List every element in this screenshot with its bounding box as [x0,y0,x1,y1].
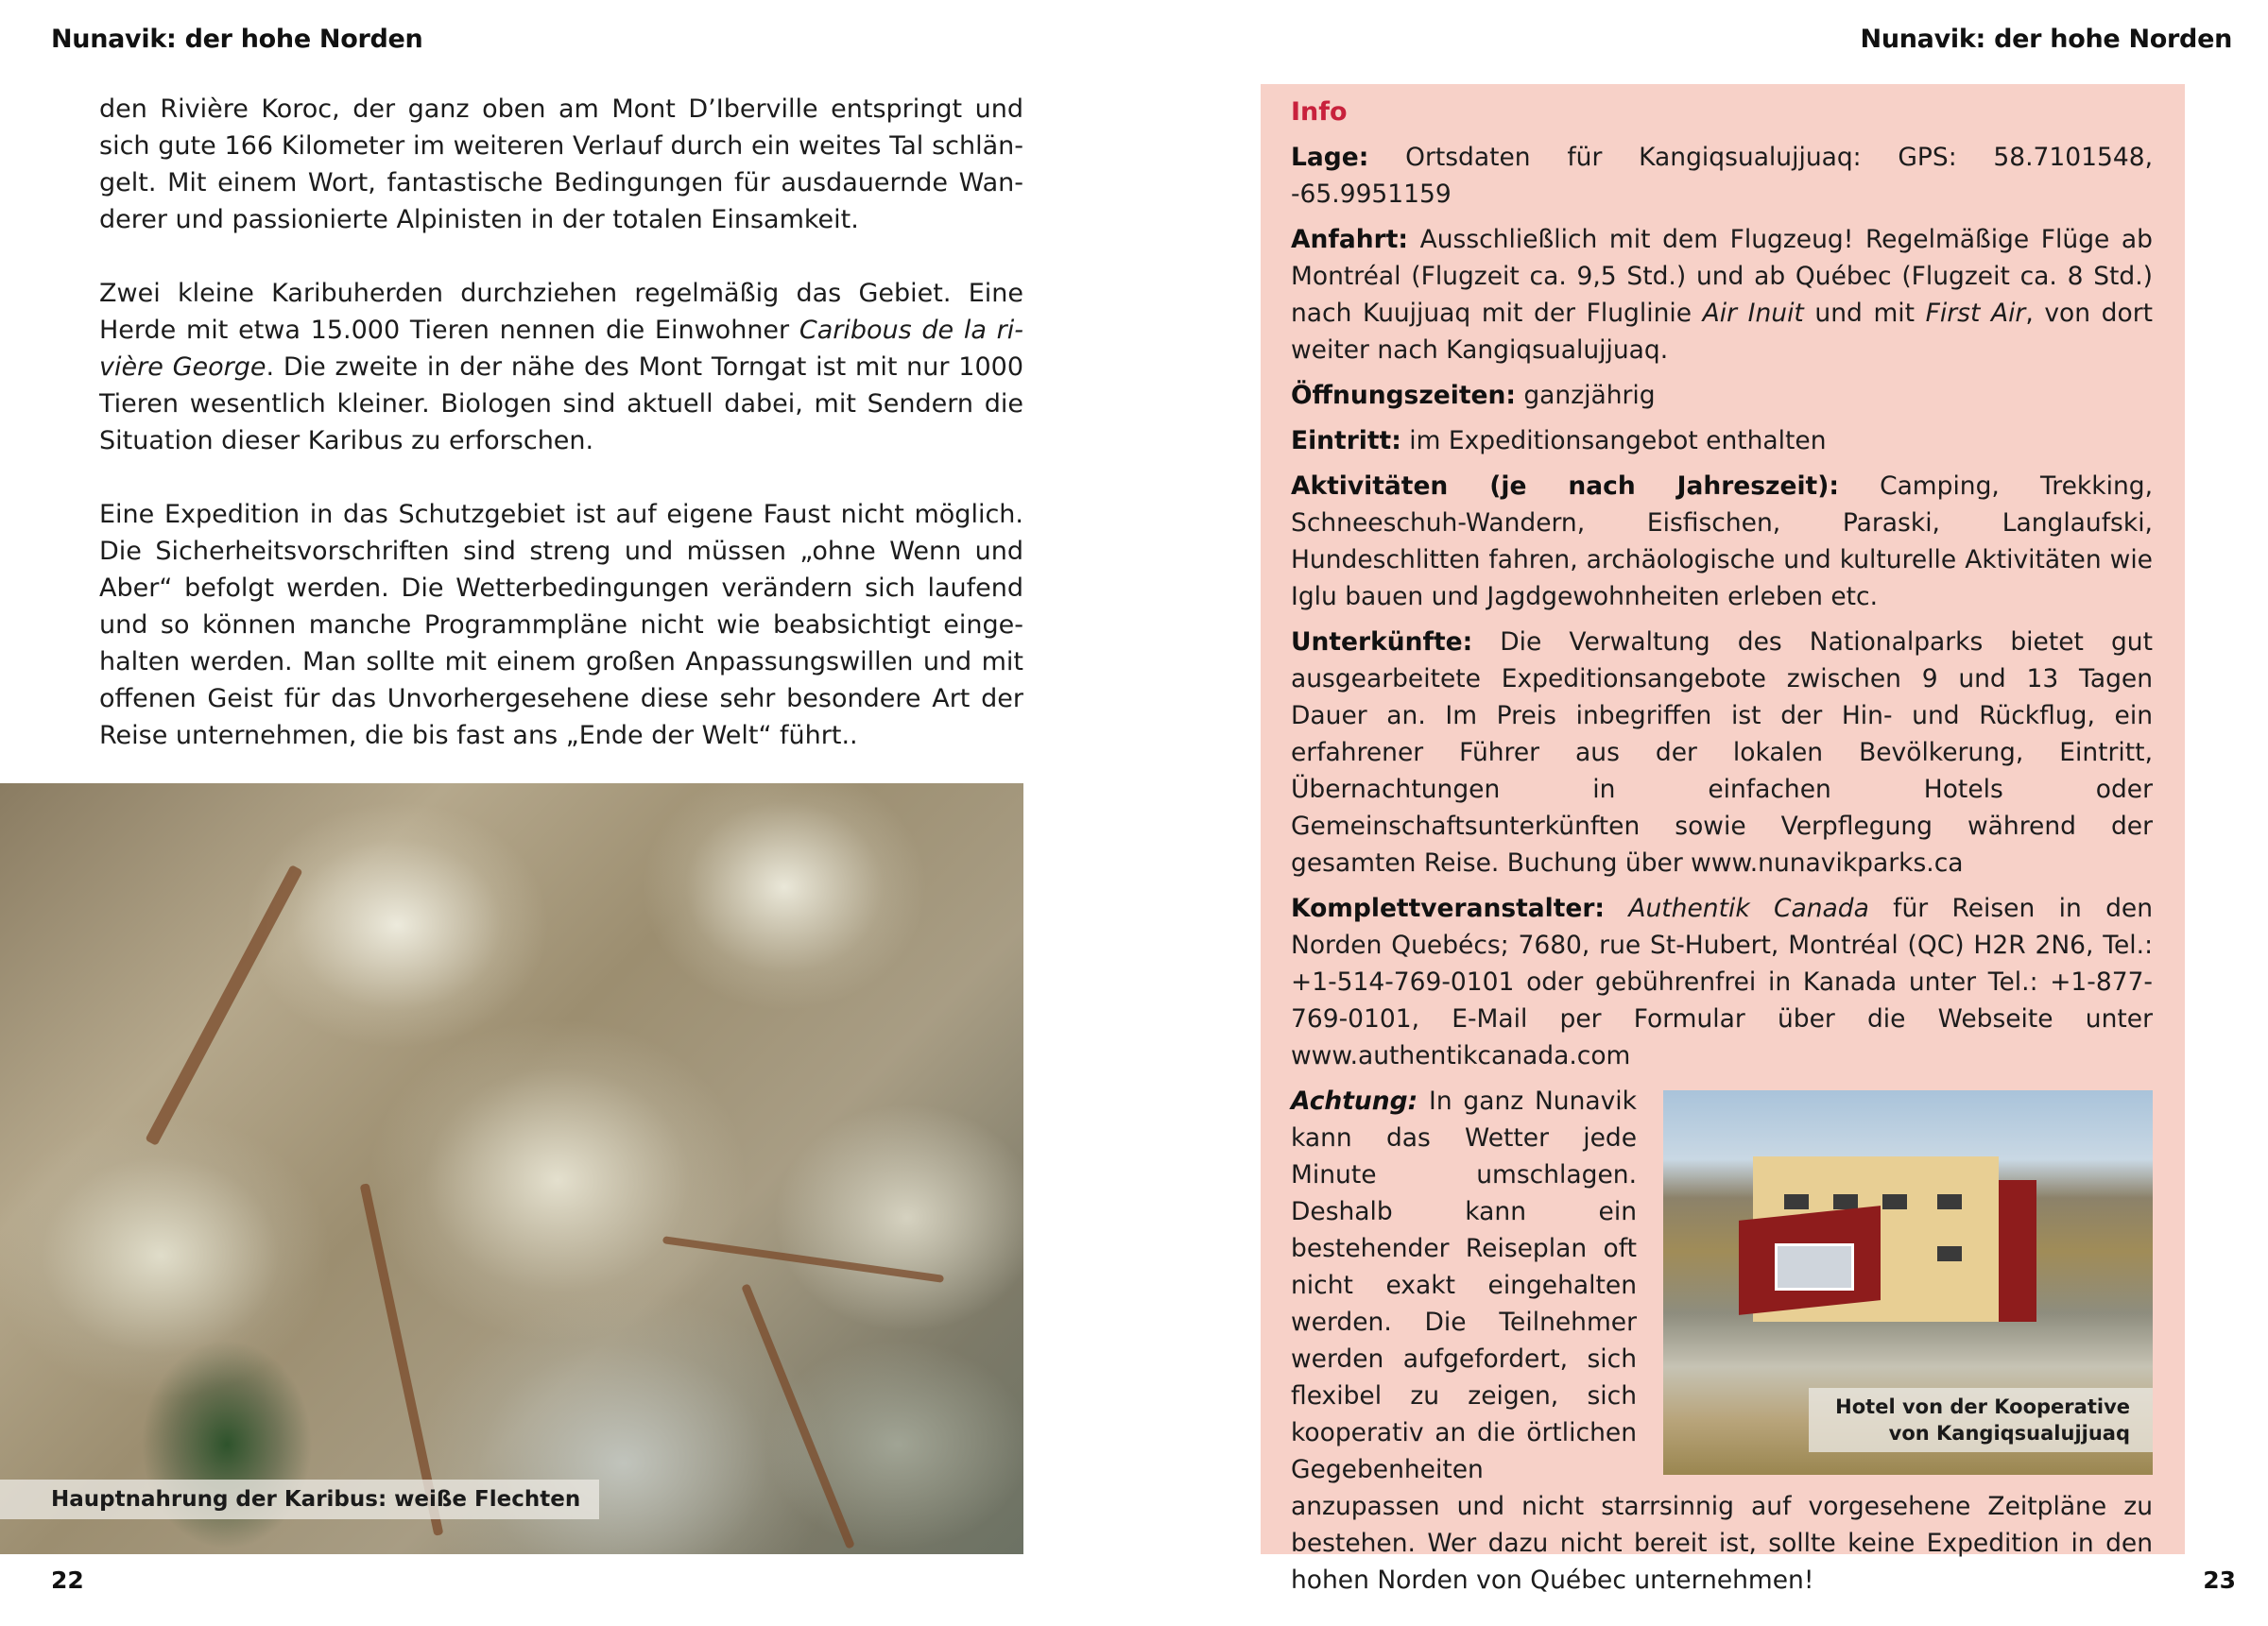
caption-line: Hotel von der Kooperative [1835,1395,2130,1418]
text-segment: Eine Expedition in das Schutzgebiet ist auf eigene Faust nicht möglich. Die Sicherheitsvorschriften sind streng und müssen „ohne Wenn und Aber“ befolgt werden. Die Wetterbedingungen verändern sich laufend und so können manche Programmpläne nicht wie beabsichtigt eingehalten werden. Man sollte mit einem großen Anpassungswillen und mit offenen Geist für das Unvorhergesehene diese sehr besondere Art der Reise unternehmen, die bis fast ans „Ende der Welt“ führt.. [99,500,1023,750]
info-entry-label: Unterkünfte: [1291,627,1473,657]
info-entry-label: Komplettveranstalter: [1291,894,1606,923]
caption-line: von Kangiqsualujjuaq [1888,1422,2130,1445]
left-page-body [99,91,1023,791]
info-entry-text [1605,894,1628,923]
warning-label: Achtung: [1291,1087,1418,1116]
italic-text: Caribous de la rivière George [99,316,1023,382]
hotel-photo [1663,1090,2153,1475]
paragraph [99,496,1023,754]
text-segment: den Rivière Koroc, der ganz oben am Mont D’Iberville entspringt und sich gute 166 Kilometer im weiteren Verlauf durch ein weites Tal schlängelt. Mit einem Wort, fantastische Bedingungen für ausdauernde Wanderer und passionierte Alpinisten in der totalen Einsamkeit. [99,94,1023,234]
info-box-content [1291,94,2153,1607]
page-number-right: 23 [2203,1566,2236,1594]
info-entry-text: Camping, Trekking, Schneeschuh-Wandern, Eisfischen, Paraski, Langlaufski, Hundeschlitten fahren, archäologische und kulturelle Aktivitäten wie Iglu bauen und Jagdgewohnheiten erleben etc. [1291,471,2153,611]
info-entry-text: Die Verwaltung des Nationalparks bietet gut ausgearbeitete Expeditionsangebote zwischen 9 und 13 Tagen Dauer an. Im Preis inbegriffen ist der Hin- und Rückflug, ein erfahrener Führer aus der lokalen Bevölkerung, Eintritt, Übernachtungen in einfachen Hotels oder Gemeinschaftsunterkünften sowie Verpflegung während der gesamten Reise. Buchung über www.nunavikparks.ca [1291,627,2153,878]
info-entry [1291,890,2153,1074]
info-entry-text: Ortsdaten für Kangiqsualujjuaq: GPS: 58.7101548, -65.9951159 [1291,143,2153,209]
text-segment: . Die zweite in der nähe des Mont Torngat ist mit nur 1000 Tieren wesentlich kleiner. Biologen sind aktuell dabei, mit Sendern die Situation dieser Karibus zu erforschen. [99,352,1023,455]
info-entries [1291,139,2153,1074]
window [1784,1194,1809,1209]
photo-caption: Hauptnahrung der Karibus: weiße Flechten [0,1480,599,1519]
info-entry [1291,221,2153,368]
paragraph [99,275,1023,459]
text-segment: Zwei kleine Karibuherden durchziehen regelmäßig das Gebiet. Eine Herde mit etwa 15.000 Tieren nennen die Einwohner [99,279,1023,345]
info-entry [1291,377,2153,414]
info-warning [1291,1083,2153,1599]
lichen-photo [0,783,1023,1554]
running-head-right: Nunavik: der hohe Norden [1860,25,2232,54]
page-number-left: 22 [51,1566,84,1594]
italic-text: Authentik Canada [1628,894,1869,923]
info-entry [1291,422,2153,459]
info-entry [1291,139,2153,213]
twig-shape [741,1283,855,1549]
window [1937,1194,1962,1209]
info-entry-text: und mit [1803,299,1926,328]
info-entry-text: Ausschließlich mit dem Flugzeug! Regelmäßige Flüge ab Montréal (Flugzeit ca. 9,5 Std.) und ab Québec (Flugzeit ca. 8 Std.) nach Kuujjuaq mit der Fluglinie [1291,225,2153,328]
info-entry-label: Aktivitäten (je nach Jahreszeit): [1291,471,1839,501]
warning-text: In ganz Nunavik kann das Wetter jede Minute umschlagen. Deshalb kann ein bestehender Reiseplan oft nicht exakt eingehalten werden. Die Teilnehmer werden aufgefordert, sich flexibel zu zeigen, sich kooperativ an die örtlichen Gegebenheiten anzupassen und nicht starrsinnig auf vorgesehene Zeitpläne zu bestehen. Wer dazu nicht bereit ist, sollte keine Expedition in den hohen Norden von Québec unternehmen! [1291,1087,2153,1595]
info-entry [1291,468,2153,615]
window-large [1775,1243,1854,1291]
italic-text: Air Inuit [1702,299,1804,328]
window [1937,1246,1962,1261]
info-entry-label: Öffnungszeiten: [1291,381,1516,410]
photo-caption [1809,1388,2153,1452]
window [1833,1194,1858,1209]
twig-shape [145,864,302,1146]
italic-text: First Air [1925,299,2026,328]
info-entry-label: Anfahrt: [1291,225,1408,254]
info-entry-label: Lage: [1291,143,1369,172]
info-entry-text: für Reisen in den Norden Quebécs; 7680, rue St-Hubert, Montréal (QC) H2R 2N6, Tel.: +1-514-769-0101 oder gebührenfrei in Kanada unter Tel.: +1-877-769-0101, E-Mail per Formular über die Webseite unter www.authentikcanada.com [1291,894,2153,1070]
info-entry-text: ganzjährig [1515,381,1656,410]
running-head-left: Nunavik: der hohe Norden [51,25,423,54]
info-entry [1291,624,2153,881]
info-entry-text: , von dort weiter nach Kangiqsualujjuaq. [1291,299,2153,365]
info-entry-text: im Expeditionsangebot enthalten [1400,426,1827,455]
paragraph [99,91,1023,238]
info-title: Info [1291,97,1348,127]
window [1882,1194,1907,1209]
twig-shape [662,1236,944,1283]
building-red-panel [1999,1180,2036,1322]
info-box [1261,84,2185,1595]
info-entry-label: Eintritt: [1291,426,1401,455]
